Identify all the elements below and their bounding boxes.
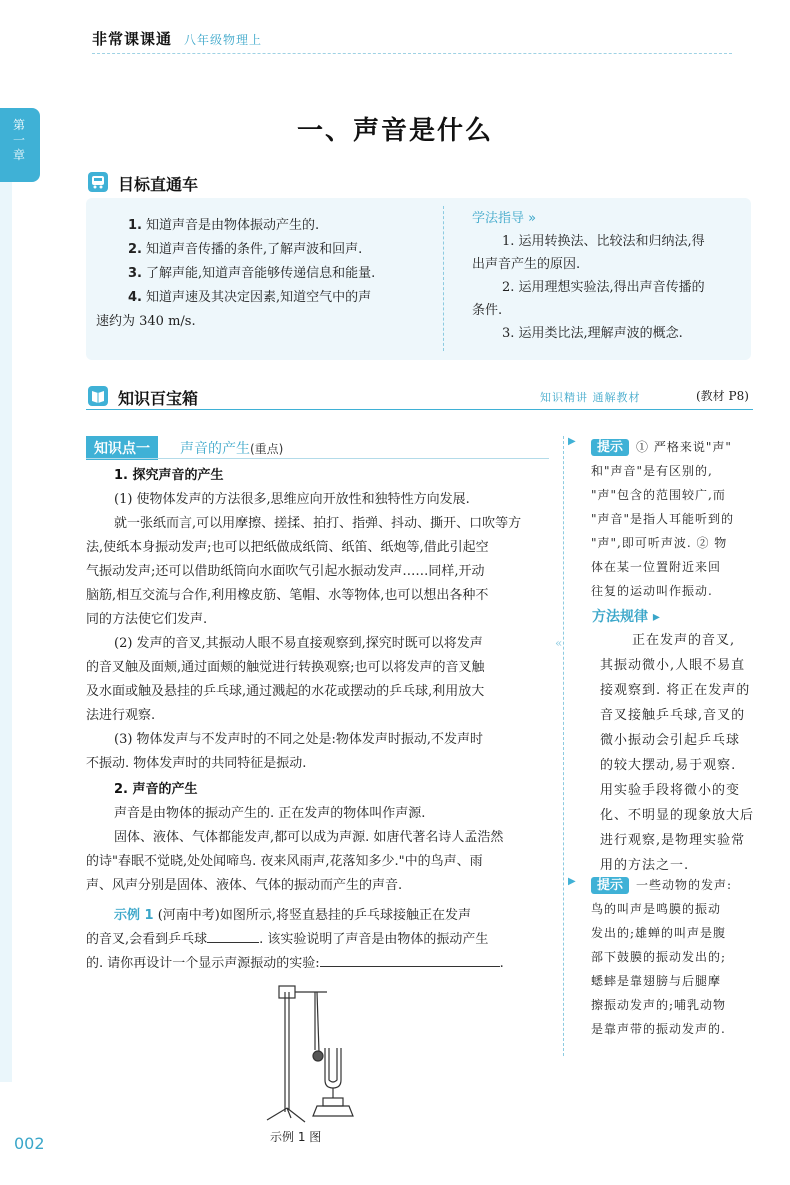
para-line: 的诗"春眠不觉晓,处处闻啼鸟. 夜来风雨声,花落知多少."中的鸟声、雨 <box>86 854 483 869</box>
method-rule-line: 音叉接触乒乓球,音叉的 <box>600 708 746 723</box>
method-rule-line: 用的方法之一. <box>600 858 690 873</box>
tip1-line: "声"包含的范围较广,而 <box>591 488 726 502</box>
para-line: 气振动发声;还可以借助纸筒向水面吹气引起水振动发声……同样,开动 <box>86 564 485 579</box>
chapter-tab-label: 第一章 <box>12 118 25 162</box>
para-line: 法进行观察. <box>86 708 156 723</box>
subheading-explore: 1. 探究声音的产生 <box>114 468 224 483</box>
subheading-production: 2. 声音的产生 <box>114 782 198 797</box>
para-line: 声音是由物体的振动产生的. 正在发声的物体叫作声源. <box>114 806 426 821</box>
goal-item-continuation: 速约为 340 m/s. <box>96 314 196 329</box>
para-line: 不振动. 物体发声时的共同特征是振动. <box>86 756 307 771</box>
header-divider <box>92 53 732 54</box>
arrow-icon: ▶ <box>568 436 576 447</box>
header-subtitle: 八年级物理上 <box>184 33 263 47</box>
tip1-line: "声",即可听声波. ② 物 <box>591 536 728 550</box>
knowledge-point-rule <box>86 458 549 459</box>
goal-item: 3. 了解声能,知道声音能够传递信息和能量. <box>128 266 376 281</box>
answer-blank-1[interactable] <box>207 928 259 943</box>
tip1-line: ① 严格来说"声" <box>636 440 732 454</box>
para-line: 脑筋,相互交流与合作,利用橡皮筋、笔帽、水等物体,也可以想出各种不 <box>86 588 489 603</box>
para-line: 声、风声分别是固体、液体、气体的振动而产生的声音. <box>86 878 403 893</box>
tip1-line: 体在某一位置附近来回 <box>591 560 722 574</box>
tuning-fork-figure <box>255 980 365 1125</box>
tip1-line: 和"声音"是有区别的, <box>591 464 713 478</box>
tip2-line: 擦振动发声的;哺乳动物 <box>591 998 727 1012</box>
goal-item: 4. 知道声速及其决定因素,知道空气中的声 <box>128 290 372 305</box>
method-heading: 学法指导 » <box>472 211 537 226</box>
para-line: 法,使纸本身振动发声;也可以把纸做成纸筒、纸笛、纸炮等,借此引起空 <box>86 540 489 555</box>
method-line: 1. 运用转换法、比较法和归纳法,得 <box>502 234 705 249</box>
goal-item: 1. 知道声音是由物体振动产生的. <box>128 218 320 233</box>
method-rule-line: 其振动微小,人眼不易直 <box>600 658 746 673</box>
arrow-icon: ▶ <box>568 876 576 887</box>
para-line: (1) 使物体发声的方法很多,思维应向开放性和独特性方向发展. <box>114 492 470 507</box>
textbook-ref: (教材 P8) <box>696 389 749 403</box>
method-rule-line: 微小振动会引起乒乓球 <box>600 733 741 748</box>
method-line: 出声音产生的原因. <box>472 257 581 272</box>
example-line: 的音叉,会看到乒乓球 . 该实验说明了声音是由物体的振动产生 <box>86 928 549 952</box>
tip2-line: 一些动物的发声: <box>636 878 733 892</box>
tip2-line: 发出的;雄蝉的叫声是腹 <box>591 926 727 940</box>
method-line: 2. 运用理想实验法,得出声音传播的 <box>502 280 705 295</box>
tip2-line: 蟋蟀是靠翅膀与后腿摩 <box>591 974 722 988</box>
para-line: (3) 物体发声与不发声时的不同之处是:物体发声时振动,不发声时 <box>114 732 484 747</box>
para-line: 及水面或触及悬挂的乒乓球,通过溅起的水花或摆动的乒乓球,利用放大 <box>86 684 485 699</box>
knowledge-tagline: 知识精讲 通解教材 <box>540 391 641 404</box>
goals-heading: 目标直通车 <box>118 175 199 194</box>
tip2-line: 是靠声带的振动发声的. <box>591 1022 726 1036</box>
para-line: 的音叉触及面颊,通过面颊的触觉进行转换观察;也可以将发声的音叉触 <box>86 660 485 675</box>
para-line: 固体、液体、气体都能发声,都可以成为声源. 如唐代著名诗人孟浩然 <box>114 830 504 845</box>
goal-item: 2. 知道声音传播的条件,了解声波和回声. <box>128 242 363 257</box>
knowledge-point-title: 声音的产生(重点) <box>180 441 284 457</box>
method-rule-line: 的较大摆动,易于观察. <box>600 758 737 773</box>
book-icon <box>88 386 108 406</box>
example-label: 示例 1 <box>114 908 154 923</box>
para-line: 同的方法使它们发声. <box>86 612 208 627</box>
method-line: 条件. <box>472 303 503 318</box>
side-strip <box>0 182 12 1082</box>
method-rule-line: 化、不明显的现象放大后 <box>600 808 755 823</box>
tip2-badge: 提示 <box>591 874 629 893</box>
example-source: (河南中考) <box>157 908 220 923</box>
page-title: 一、声音是什么 <box>296 116 493 146</box>
goals-divider <box>443 206 444 351</box>
tip1-badge: 提示 <box>591 436 629 455</box>
knowledge-point-label: 知识点一 <box>86 436 158 460</box>
answer-blank-2[interactable] <box>320 952 500 967</box>
bus-icon <box>88 172 108 192</box>
method-rule-line: 接观察到. 将正在发声的 <box>600 683 751 698</box>
method-line: 3. 运用类比法,理解声波的概念. <box>502 326 683 341</box>
header-brand: 非常课课通 <box>92 30 173 48</box>
para-line: 就一张纸而言,可以用摩擦、搓揉、拍打、指弹、抖动、撕开、口吹等方 <box>114 516 522 531</box>
tip1-line: 往复的运动叫作振动. <box>591 584 713 598</box>
double-arrow-icon: « <box>555 636 563 650</box>
tip1-line: "声音"是指人耳能听到的 <box>591 512 735 526</box>
page-number: 002 <box>14 1134 45 1153</box>
method-rule-line: 用实验手段将微小的变 <box>600 783 741 798</box>
figure-caption: 示例 1 图 <box>270 1130 322 1144</box>
example-line: 示例 1 (河南中考)如图所示,将竖直悬挂的乒乓球接触正在发声 <box>114 908 472 923</box>
knowledge-underline <box>86 409 753 410</box>
stand-drawing <box>267 986 353 1122</box>
method-rule-line: 进行观察,是物理实验常 <box>600 833 746 848</box>
knowledge-heading: 知识百宝箱 <box>118 389 199 408</box>
example-line: 的. 请你再设计一个显示声源振动的实验: . <box>86 952 549 976</box>
tip2-line: 部下鼓膜的振动发出的; <box>591 950 727 964</box>
method-rule-heading: 方法规律 ▸ <box>592 609 660 625</box>
para-line: (2) 发声的音叉,其振动人眼不易直接观察到,探究时既可以将发声 <box>114 636 483 651</box>
tip2-line: 鸟的叫声是鸣膜的振动 <box>591 902 722 916</box>
method-rule-line: 正在发声的音叉, <box>632 633 736 648</box>
sidebar-divider <box>563 436 564 1056</box>
